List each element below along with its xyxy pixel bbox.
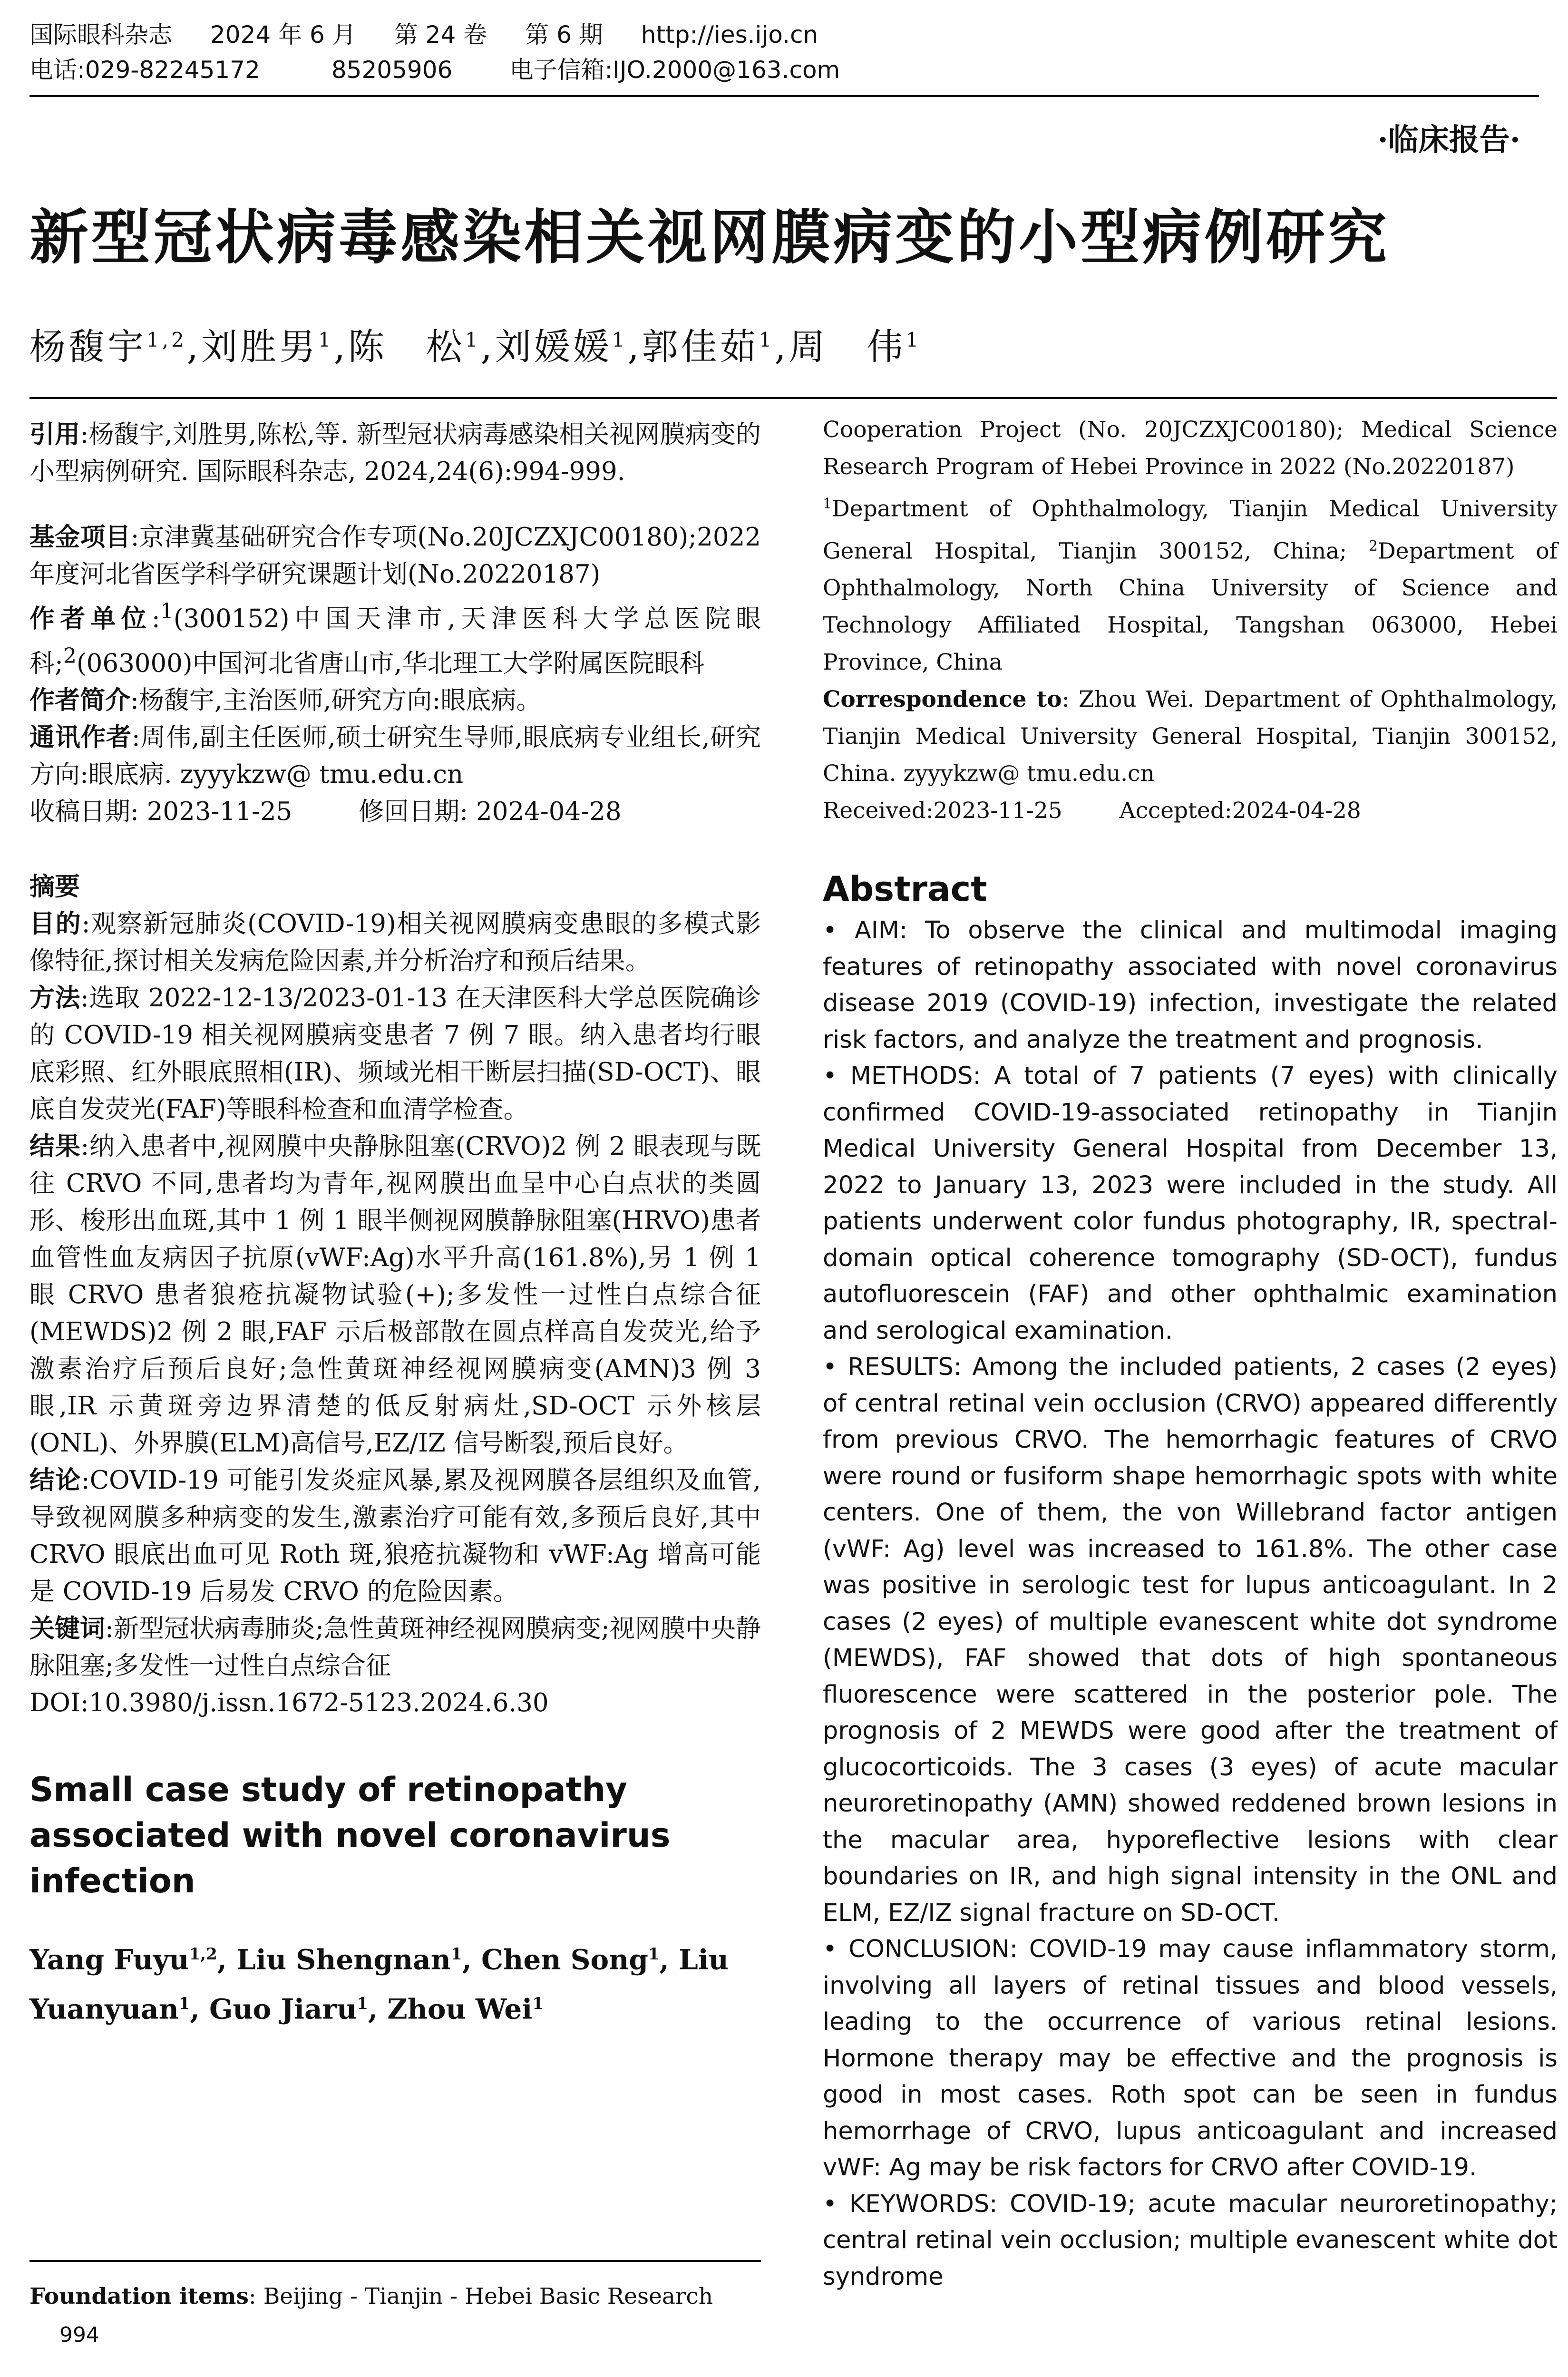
abstract-heading-en: Abstract [823,869,987,909]
abstract-aim-cn: 目的:观察新冠肺炎(COVID-19)相关视网膜病变患眼的多模式影像特征,探讨相关发病危险因素,并分析治疗和预后结果。 [29,909,761,976]
abstract-methods-en: • METHODS: A total of 7 patients (7 eyes) with clinically confirmed COVID-19-associated retinopathy in Tianjin Medical University General Hospital from December 13, 2022 to January 13, 2023 were included in the study. All patients underwent color fundus photography, IR, spectral-domain optical coherence tomography (SD-OCT), fundus autofluorescein (FAF) and other ophthalmic examination and serological examination. [823,1062,1558,1345]
volume: 第 24 卷 [394,21,487,49]
author-affiliation-mark: 1 [450,1945,462,1964]
right-column [823,411,1558,2295]
doi[interactable]: DOI:10.3980/j.issn.1672-5123.2024.6.30 [29,1688,549,1718]
author-affiliation-mark: 1 [318,328,334,351]
author-affiliation-mark: 1 [532,1994,544,2013]
abstract-conclusion-en: • CONCLUSION: COVID-19 may cause inflammatory storm, involving all layers of retinal tissues and blood vessels, leading to the occurrence of various retinal lesions. Hormone therapy may be effective and the prognosis is good in most cases. Roth spot can be seen in fundus hemorrhage of CRVO, lupus anticoagulant and increased vWF: Ag may be risk factors for CRVO after COVID-19. [823,1935,1558,2182]
foundation-items-start: Foundation items: Beijing - Tianjin - Hebei Basic Research [29,2283,713,2309]
author-name: ,周 伟 [774,325,906,368]
affiliations-en: $^1$Department of Ophthalmology, Tianjin Medical University General Hospital, Tianjin 300152, China; $^2$Department of Ophthalmology, North China University of Science and Technology Affiliated Hospital, Tangshan 063000, Hebei Province, China [823,496,1558,676]
author-affiliation-mark: 1 [612,328,628,351]
header-rule [29,95,1539,97]
author-name: 杨馥宇 [29,325,146,368]
author-intro: 作者简介:杨馥宇,主治医师,研究方向:眼底病。 [29,686,542,715]
author-name: , Guo Jiaru [190,1992,357,2025]
author-affiliation-mark: 1 [357,1994,368,2013]
article-title-en: Small case study of retinopathy associated with novel coronavirus infection [29,1770,671,1901]
author-affiliation-mark: 1 [465,328,481,351]
abstract-methods-cn: 方法:选取 2022-12-13/2023-01-13 在天津医科大学总医院确诊的 COVID-19 相关视网膜病变患者 7 例 7 眼。纳入患者均行眼底彩照、红外眼底照相(IR)、频域光相干断层扫描(SD-OCT)、眼底自发荧光(FAF)等眼科检查和血清学检查。 [29,984,761,1124]
journal-name: 国际眼科杂志 [29,21,172,49]
foundation-rule [29,2260,761,2262]
running-header-line1 [29,18,856,51]
authors-cn [29,316,921,370]
abstract-conclusion-cn: 结论:COVID-19 可能引发炎症风暴,累及视网膜各层组织及血管,导致视网膜多种病变的发生,激素治疗可能有效,多预后良好,其中 CRVO 眼底出血可见 Roth 斑,狼疮抗凝物和 vWF:Ag 增高可能是 COVID-19 后易发 CRVO 的危险因素。 [29,1466,761,1607]
author-affiliation-mark: 1,2 [146,328,187,351]
left-column [29,416,761,2031]
author-units: 作者单位:$^1$(300152)中国天津市,天津医科大学总医院眼科;$^2$(063000)中国河北省唐山市,华北理工大学附属医院眼科 [29,599,761,678]
journal-url[interactable]: http://ies.ijo.cn [641,21,818,49]
author-affiliation-mark: 1 [178,1994,190,2013]
author-name: , Chen Song [462,1943,648,1976]
author-affiliation-mark: 1 [759,328,775,351]
keywords-en: • KEYWORDS: COVID-19; acute macular neuroretinopathy; central retinal vein occlusion; multiple evanescent white dot syndrome [823,2190,1558,2291]
keywords-cn: 关键词:新型冠状病毒肺炎;急性黄斑神经视网膜病变;视网膜中央静脉阻塞;多发性一过性白点综合征 [29,1614,761,1681]
corresponding-author-cn: 通讯作者:周伟,副主任医师,硕士研究生导师,眼底病专业组长,研究方向:眼底病. zyyykzw@ tmu.edu.cn [29,723,761,789]
running-header-line2 [29,53,878,87]
dates-en: Received:2023-11-25 Accepted:2024-04-28 [823,798,1361,824]
article-title-cn: 新型冠状病毒感染相关视网膜病变的小型病例研究 [29,204,1390,272]
issue-date: 2024 年 6 月 [210,21,356,49]
author-name: ,陈 松 [333,325,465,368]
author-affiliation-mark: 1 [648,1945,660,1964]
fund-info: 基金项目:京津冀基础研究合作专项(No.20JCZXJC00180);2022 年度河北省医学科学研究课题计划(No.20220187) [29,523,761,589]
authors-en [29,1932,761,2031]
page-number: 994 [59,2323,99,2347]
author-name: , Zhou Wei [368,1992,533,2025]
email[interactable]: 电子信箱:IJO.2000@163.com [509,56,840,84]
author-affiliation-mark: 1 [906,328,922,351]
abstract-results-cn: 结果:纳入患者中,视网膜中央静脉阻塞(CRVO)2 例 2 眼表现与既往 CRVO 不同,患者均为青年,视网膜出血呈中心白点状的类圆形、梭形出血斑,其中 1 例 1 眼半侧视网膜静脉阻塞(HRVO)患者血管性血友病因子抗原(vWF:Ag)水平升高(161.8%),另 1 例 1 眼 CRVO 患者狼疮抗凝物试验(+);多发性一过性白点综合征(MEWDS)2 例 2 眼,FAF 示后极部散在圆点样高自发荧光,给予激素治疗后预后良好;急性黄斑神经视网膜病变(AMN)3 例 3 眼,IR 示黄斑旁边界清楚的低反射病灶,SD-OCT 示外核层(ONL)、外界膜(ELM)高信号,EZ/IZ 信号断裂,预后良好。 [29,1132,761,1458]
author-name: ,刘媛媛 [480,325,612,368]
abstract-heading-cn: 摘要 [29,872,80,902]
author-name: , Liu Shengnan [217,1943,451,1976]
title-block-rule [29,397,1557,399]
abstract-en [823,913,1558,2295]
phone: 电话:029-82245172 [29,56,260,84]
section-tag: ·临床报告· [1377,122,1520,158]
dates-cn: 收稿日期: 2023-11-25 修回日期: 2024-04-28 [29,797,622,827]
phone-2: 85205906 [331,56,453,84]
correspondence-en: Correspondence to: Zhou Wei. Department of Ophthalmology, Tianjin Medical University General Hospital, Tianjin 300152, China. zyyykzw@ tmu.edu.cn [823,686,1558,787]
author-name: ,刘胜男 [186,325,318,368]
author-name: Yang Fuyu [29,1943,189,1976]
foundation-items-cont: Cooperation Project (No. 20JCZXJC00180); Medical Science Research Program of Hebei Province in 2022 (No.20220187) [823,417,1558,480]
author-affiliation-mark: 1,2 [189,1945,217,1964]
author-name: , Liu Yuanyuan [29,1943,729,2025]
abstract-results-en: • RESULTS: Among the included patients, 2 cases (2 eyes) of central retinal vein occlusion (CRVO) appeared differently from previous CRVO. The hemorrhagic features of CRVO were round or fusiform shape hemorrhagic spots with white centers. One of them, the von Willebrand factor antigen (vWF: Ag) level was increased to 161.8%. The other case was positive in serologic test for lupus anticoagulant. In 2 cases (2 eyes) of multiple evanescent white dot syndrome (MEWDS), FAF showed that dots of high spontaneous fluorescence were scattered in the posterior pole. The prognosis of 2 MEWDS were good after the treatment of glucocorticoids. The 3 cases (3 eyes) of acute macular neuroretinopathy (AMN) showed reddened brown lesions in the macular area, hyporeflective lesions with clear boundaries on IR, and high signal intensity in the ONL and ELM, EZ/IZ signal fracture on SD-OCT. [823,1353,1558,1927]
issue-number: 第 6 期 [525,21,603,49]
abstract-aim-en: • AIM: To observe the clinical and multimodal imaging features of retinopathy associated with novel coronavirus disease 2019 (COVID-19) infection, investigate the related risk factors, and analyze the treatment and prognosis. [823,916,1558,1054]
citation: 引用:杨馥宇,刘胜男,陈松,等. 新型冠状病毒感染相关视网膜病变的小型病例研究. 国际眼科杂志, 2024,24(6):994-999. [29,420,761,486]
author-name: ,郭佳茹 [627,325,759,368]
